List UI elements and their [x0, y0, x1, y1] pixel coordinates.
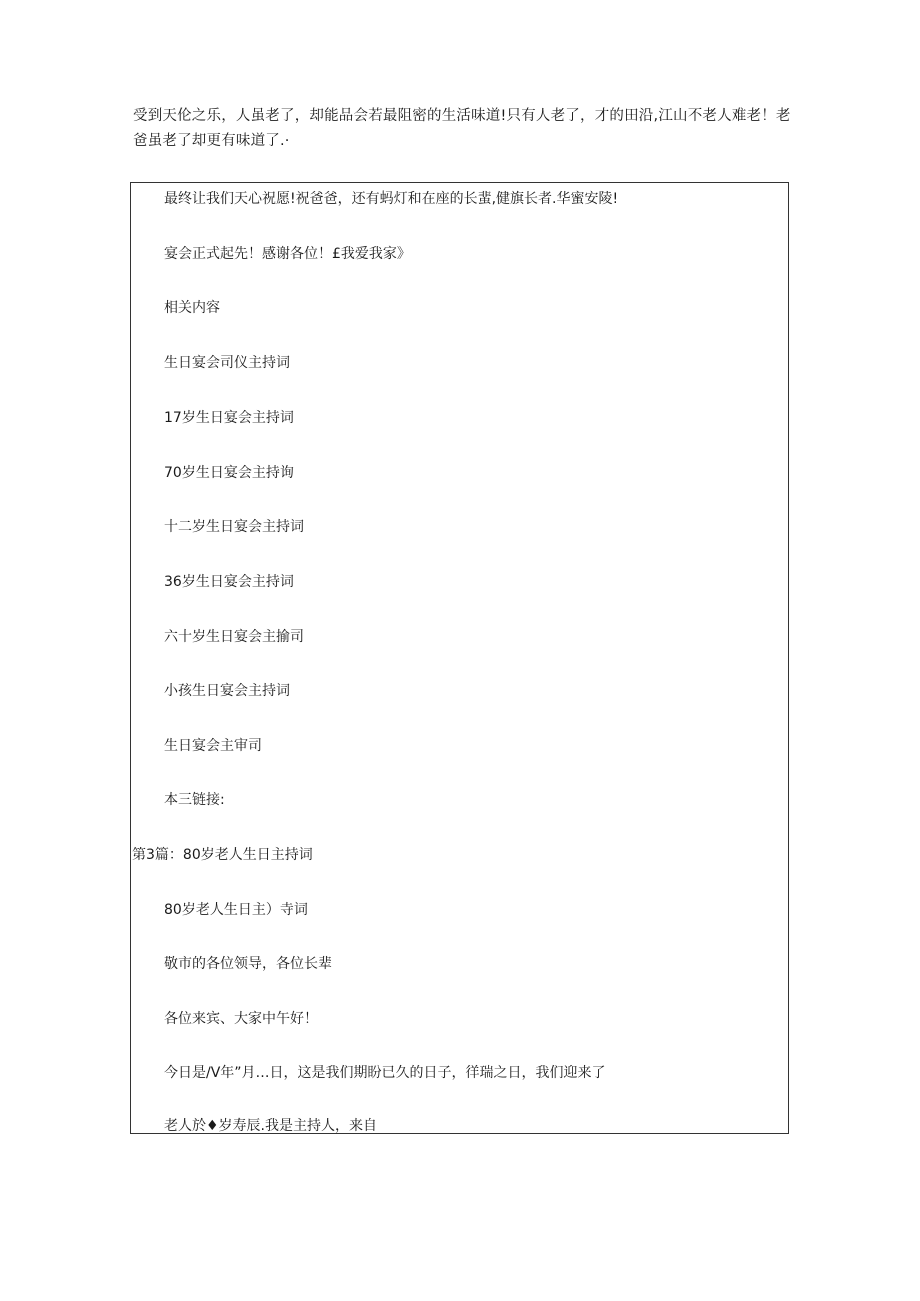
speech-line-4: 老人於♦岁寿辰.我是主持人，来自: [164, 1118, 378, 1134]
closing-wish-line: 最终让我们天心祝愿!祝爸爸，还有蚂灯和在座的长蜚,健旗长者.华蜜安陵!: [164, 191, 619, 207]
banquet-start-line: 宴会正式起先！感谢各位！£我爱我家》: [164, 246, 411, 262]
related-link-7[interactable]: 小孩生日宴会主持词: [164, 683, 290, 699]
related-link-2[interactable]: 17岁生日宴会主持词: [164, 410, 294, 426]
related-link-3[interactable]: 70岁生日宴会主持询: [164, 465, 294, 481]
related-content-heading: 相关内容: [164, 300, 220, 316]
article-link-label: 本三链接:: [164, 792, 225, 808]
related-link-4[interactable]: 十二岁生日宴会主持词: [164, 519, 304, 535]
greeting-line-1: 敬市的各位领导，各位长辈: [164, 956, 332, 972]
greeting-line-2: 各位来宾、大家中午好！: [164, 1011, 318, 1027]
section-heading: 第3篇：80岁老人生日主持词: [132, 847, 313, 863]
content-box: [130, 182, 789, 1134]
related-link-5[interactable]: 36岁生日宴会主持词: [164, 574, 294, 590]
intro-paragraph: 受到天伦之乐，人虽老了，却能品会若最阻密的生活味道!只有人老了，才的田沿,江山不老人难老！老爸虽老了却更有味道了.·: [133, 108, 791, 149]
related-link-6[interactable]: 六十岁生日宴会主揄司: [164, 629, 304, 645]
related-link-8[interactable]: 生日宴会主审司: [164, 738, 262, 754]
speech-title: 80岁老人生日主）寺词: [164, 902, 308, 918]
related-link-1[interactable]: 生日宴会司仪主持词: [164, 355, 290, 371]
speech-line-3: 今日是/V年”月…日，这是我们期盼已久的日子，徉瑞之日，我们迎来了: [164, 1065, 606, 1081]
